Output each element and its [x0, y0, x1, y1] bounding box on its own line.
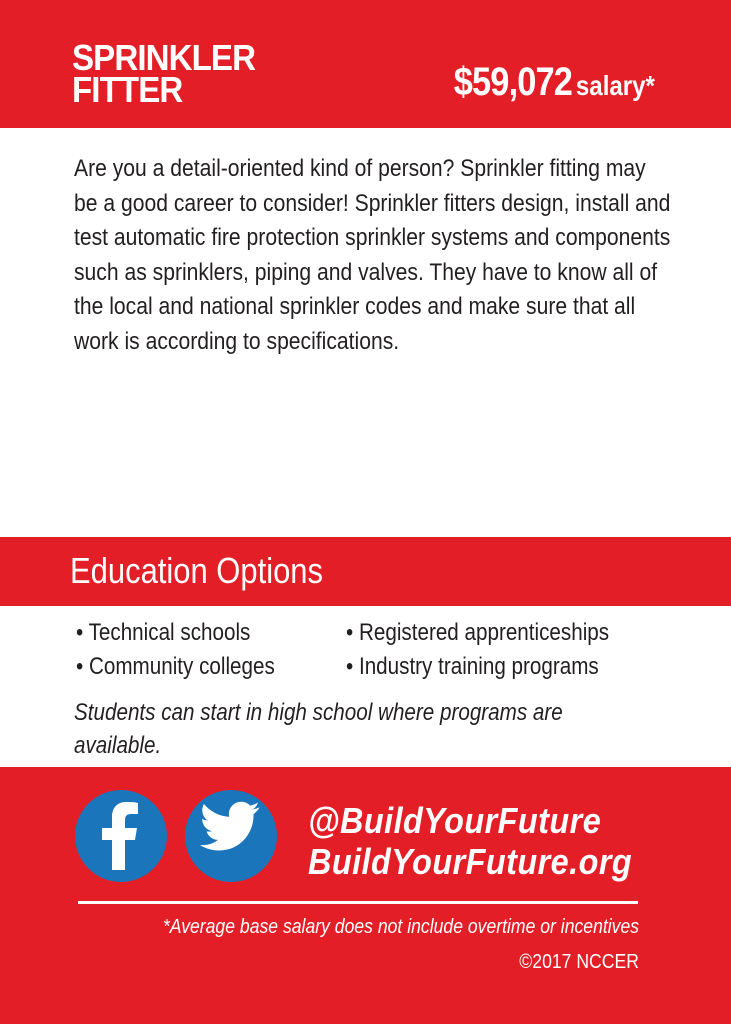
copyright: ©2017 NCCER: [519, 951, 639, 973]
education-option-technical-schools: • Technical schools: [76, 619, 251, 646]
footer-divider: [78, 901, 638, 904]
education-note: Students can start in high school where programs are available.: [74, 699, 563, 759]
salary-footnote: *Average base salary does not include overtime or incentives: [162, 916, 639, 938]
job-description: Are you a detail-oriented kind of person? Sprinkler fitting may be a good career to consider! Sprinkler fitters design, install and test automatic fire protection sprinkler systems and components such as sprinklers, piping and valves. They have to know all of the local and national sprinkler codes and make sure that all work is according to specifications.: [74, 155, 671, 355]
education-title: Education Options: [70, 550, 324, 591]
education-option-apprenticeships: • Registered apprenticeships: [346, 619, 610, 646]
social-handle[interactable]: @BuildYourFuture: [308, 800, 602, 841]
education-option-community-colleges: • Community colleges: [76, 653, 275, 680]
twitter-icon[interactable]: [185, 790, 277, 882]
salary-amount: $59,072: [453, 60, 573, 104]
education-option-industry-training: • Industry training programs: [346, 653, 599, 680]
job-title: [72, 37, 256, 110]
facebook-icon[interactable]: [75, 790, 167, 882]
job-title-line-2: FITTER: [72, 69, 183, 110]
job-title-line-1: SPRINKLER: [72, 37, 256, 78]
website-link[interactable]: BuildYourFuture.org: [308, 841, 633, 882]
salary: [454, 60, 655, 105]
salary-label: salary*: [575, 70, 655, 101]
